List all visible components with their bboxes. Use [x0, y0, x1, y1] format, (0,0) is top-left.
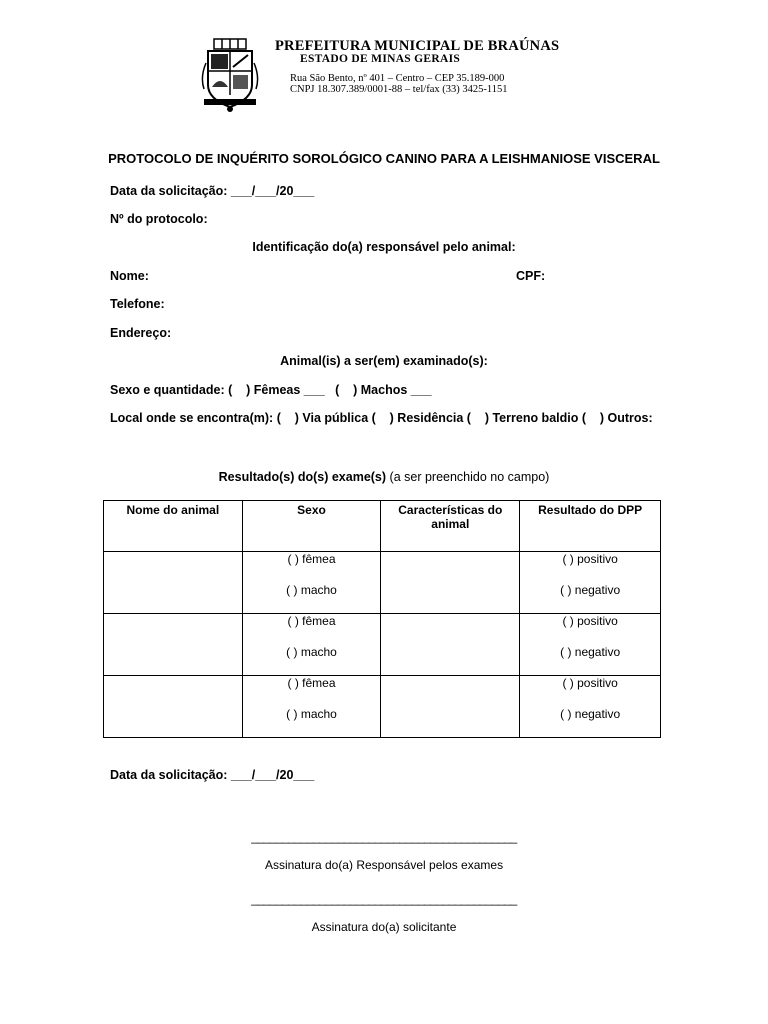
requester-signature-label: Assinatura do(a) solicitante	[311, 920, 457, 934]
animal-name-cell[interactable]	[104, 552, 243, 614]
table-row	[104, 552, 661, 614]
dpp-result-cell[interactable]	[520, 676, 661, 738]
owner-name-field: Nome:	[110, 269, 149, 283]
results-heading-note: (a ser preenchido no campo)	[386, 470, 550, 484]
column-header-dpp-result: Resultado do DPP	[520, 501, 661, 552]
protocol-number-field: Nº do protocolo:	[110, 212, 208, 226]
sex-option-female: ( ) fêmea	[287, 676, 336, 690]
results-heading-bold: Resultado(s) do(s) exame(s)	[218, 470, 387, 484]
municipality-address: Rua São Bento, nº 401 – Centro – CEP 35.189-000	[290, 73, 505, 84]
sex-cell[interactable]	[242, 552, 381, 614]
sex-quantity-field: Sexo e quantidade: ( ) Fêmeas ___ ( ) Machos ___	[110, 383, 432, 397]
animals-section-heading: Animal(is) a ser(em) examinado(s):	[280, 354, 488, 368]
sex-cell[interactable]	[242, 676, 381, 738]
municipality-title: PREFEITURA MUNICIPAL DE BRAÚNAS	[275, 38, 560, 54]
characteristics-cell[interactable]	[381, 614, 520, 676]
result-option-positive: ( ) positivo	[562, 552, 618, 566]
sex-option-female: ( ) fêmea	[287, 552, 336, 566]
result-option-negative: ( ) negativo	[560, 583, 621, 597]
sex-option-male: ( ) macho	[286, 583, 337, 597]
table-row	[104, 676, 661, 738]
characteristics-cell[interactable]	[381, 676, 520, 738]
owner-cpf-field: CPF:	[516, 269, 546, 283]
municipal-crest-icon	[200, 37, 260, 113]
requester-signature-line: ___________________________________________	[251, 892, 517, 906]
date-request-field: Data da solicitação: ___/___/20___	[110, 184, 315, 198]
result-option-negative: ( ) negativo	[560, 645, 621, 659]
animal-name-cell[interactable]	[104, 614, 243, 676]
state-name: ESTADO DE MINAS GERAIS	[300, 53, 461, 65]
result-option-positive: ( ) positivo	[562, 614, 618, 628]
dpp-result-cell[interactable]	[520, 614, 661, 676]
animal-name-cell[interactable]	[104, 676, 243, 738]
table-header-row	[104, 501, 661, 552]
sex-option-male: ( ) macho	[286, 645, 337, 659]
footer-date-request-field: Data da solicitação: ___/___/20___	[110, 768, 315, 782]
owner-phone-field: Telefone:	[110, 297, 165, 311]
sex-option-male: ( ) macho	[286, 707, 337, 721]
column-header-characteristics-text: Características do animal	[398, 503, 503, 531]
owner-section-heading: Identificação do(a) responsável pelo animal:	[252, 240, 516, 254]
exams-signature-label: Assinatura do(a) Responsável pelos exames	[264, 858, 504, 872]
results-heading	[0, 470, 768, 484]
sex-cell[interactable]	[242, 614, 381, 676]
result-option-negative: ( ) negativo	[560, 707, 621, 721]
column-header-characteristics	[381, 501, 520, 552]
table-row	[104, 614, 661, 676]
sex-option-female: ( ) fêmea	[287, 614, 336, 628]
results-table	[103, 500, 661, 738]
exams-signature-line: ___________________________________________	[251, 830, 517, 844]
column-header-animal-name: Nome do animal	[104, 501, 243, 552]
characteristics-cell[interactable]	[381, 552, 520, 614]
result-option-positive: ( ) positivo	[562, 676, 618, 690]
owner-address-field: Endereço:	[110, 326, 172, 340]
municipality-cnpj: CNPJ 18.307.389/0001-88 – tel/fax (33) 3425-1151	[290, 84, 508, 95]
column-header-sex: Sexo	[242, 501, 381, 552]
document-title: PROTOCOLO DE INQUÉRITO SOROLÓGICO CANINO PARA A LEISHMANIOSE VISCERAL	[108, 151, 660, 166]
dpp-result-cell[interactable]	[520, 552, 661, 614]
location-field: Local onde se encontra(m): ( ) Via pública ( ) Residência ( ) Terreno baldio ( ) Outros:	[110, 411, 653, 425]
